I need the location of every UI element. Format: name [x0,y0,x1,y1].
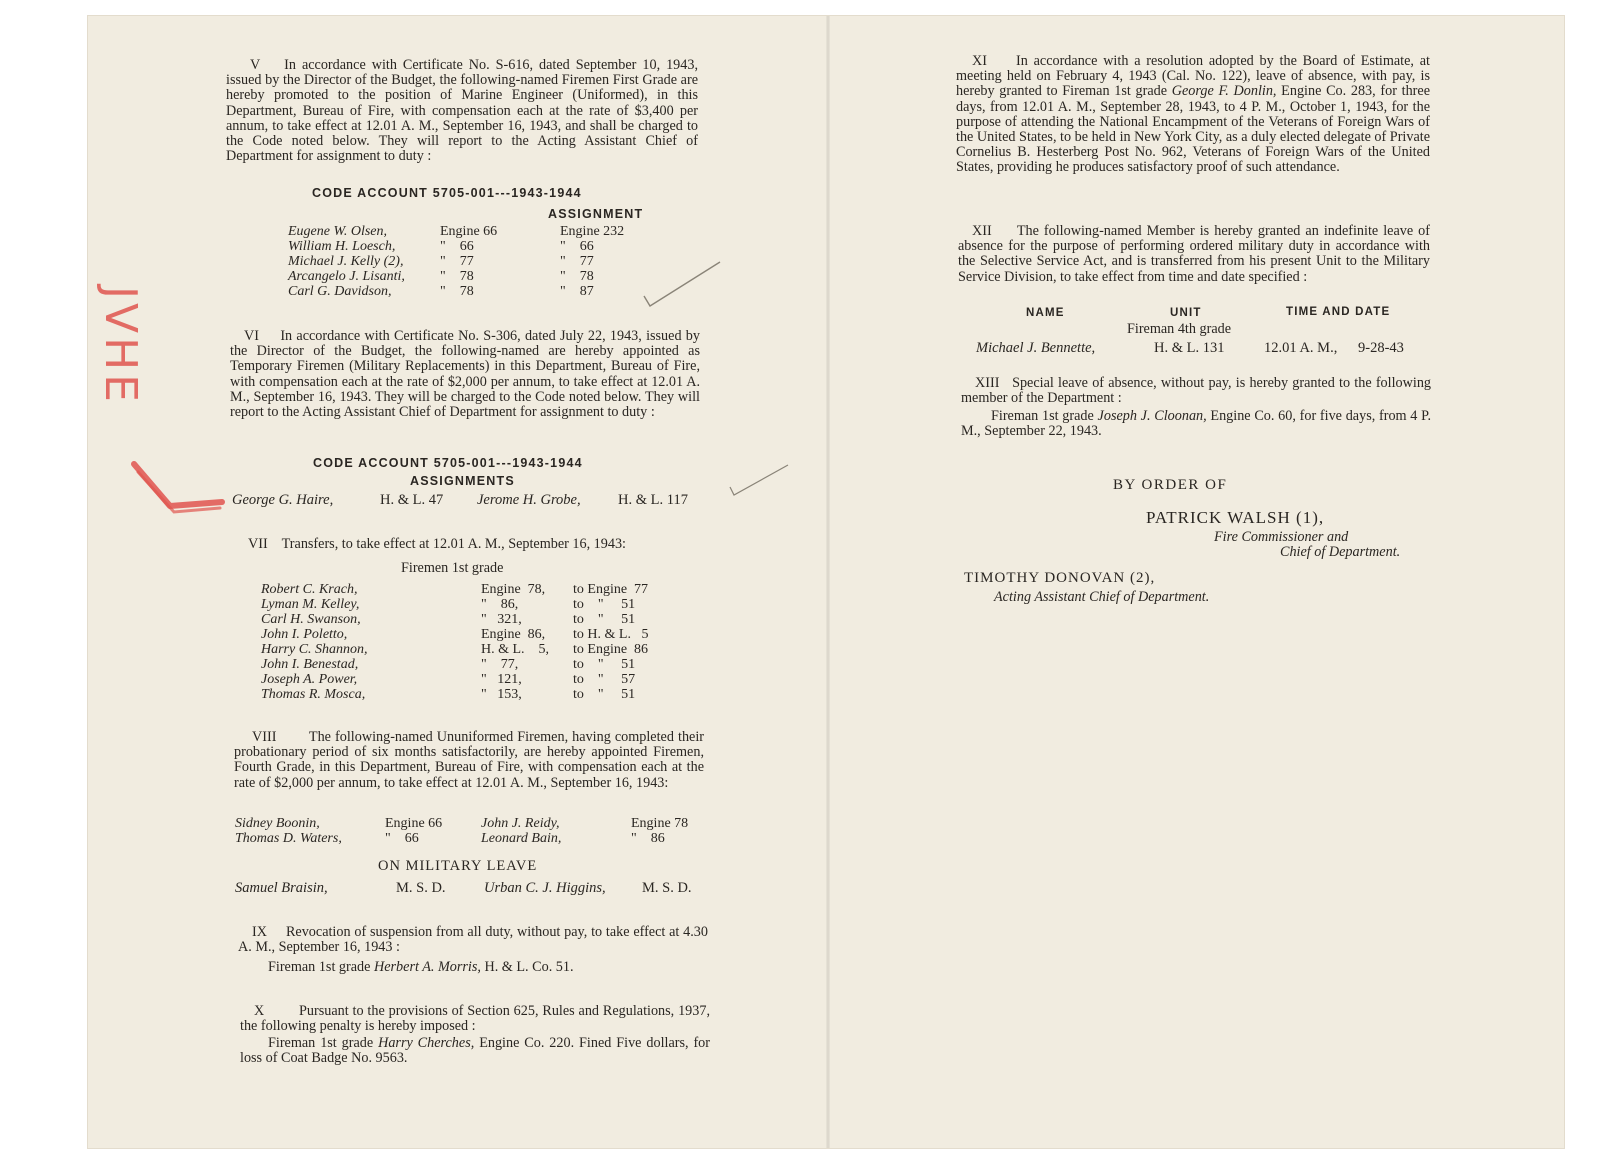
transfer-name: Harry C. Shannon, [261,642,368,657]
transfer-from: Engine 78, [481,582,546,597]
table-row [261,687,683,702]
transfer-name: John I. Poletto, [261,627,348,642]
section-vi-code-account: CODE ACCOUNT 5705-001---1943-1944 [313,456,583,470]
section-xiii-detail [961,409,1431,439]
section-vi-paragraph [230,329,700,420]
pencil-check-mark-icon [724,461,794,501]
military-leave-header: ON MILITARY LEAVE [378,858,538,874]
promoted-name: William H. Loesch, [288,239,396,254]
military-leave-name: Samuel Braisin, [235,880,328,896]
section-x-detail [240,1036,710,1066]
table-row [261,597,683,612]
military-leave-unit: M. S. D. [396,880,446,896]
from-unit: " 78 [440,284,474,299]
assignee-name: George G. Haire, [232,492,334,508]
section-v-table [288,224,650,299]
transfer-from: " 121, [481,672,522,687]
by-order-of: BY ORDER OF [1113,477,1228,493]
promoted-name: Michael J. Kelly (2), [288,254,404,269]
table-row [261,582,683,597]
transfer-from: " 153, [481,687,522,702]
column-header-unit: UNIT [1170,307,1202,319]
column-header-time-date: TIME AND DATE [1286,306,1391,318]
transfer-to: to " 51 [573,657,636,672]
section-vii-table [261,582,683,702]
assigned-unit: " 78 [560,269,594,284]
table-row [288,224,650,239]
member-time: 12.01 A. M., [1264,340,1338,356]
transfer-name: Robert C. Krach, [261,582,358,597]
appointee-name: Sidney Boonin, [235,816,320,831]
appointee-name: Leonard Bain, [481,831,562,846]
appointee-unit: Engine 66 [385,816,443,831]
section-x-detail-grade: Fireman 1st grade [268,1035,379,1051]
appointee-name: John J. Reidy, [481,816,560,831]
transfer-name: Thomas R. Mosca, [261,687,366,702]
table-row [261,672,683,687]
signer-title: Chief of Department. [1280,544,1401,560]
transfer-name: Carl H. Swanson, [261,612,361,627]
section-v-number: V [250,57,261,73]
section-xii-grade: Fireman 4th grade [1127,321,1232,337]
section-v-paragraph [226,58,698,164]
section-ix-paragraph [238,925,708,955]
section-x-detail-text: Engine Co. 220. Fined Five dollars, for loss of Coat Badge No. 9563. [240,1035,710,1067]
transfer-to: to Engine 77 [573,582,649,597]
transfer-name: Joseph A. Power, [261,672,358,687]
signer-title: Acting Assistant Chief of Department. [994,589,1210,605]
assigned-unit: " 77 [560,254,594,269]
section-ix-detail [268,959,574,976]
section-xii-number: XII [972,223,992,239]
section-xi-text-continued: Engine Co. 283, for three days, from 12.01 A. M., September 28, 1943, to 4 P. M., October 1, 1943, for the purpose of attending the National Encampment of the Veterans of Foreign Wars of the United States, to be held in New York City, as a duly elected delegate of Private Cornelius B. Hesterberg Post No. 962, Veterans of Foreign Wars of the United States, providing he produces satisfactory proof of such attendance. [956,83,1430,176]
military-leave-name: Urban C. J. Higgins, [484,880,606,896]
section-x-detail-name: Harry Cherches, [378,1035,475,1051]
section-xii-paragraph [958,224,1430,285]
signer-title: Fire Commissioner and [1214,529,1349,545]
promoted-name: Arcangelo J. Lisanti, [288,269,405,284]
table-row [288,284,650,299]
transfer-name: Lyman M. Kelley, [261,597,360,612]
transfer-from: H. & L. 5, [481,642,550,657]
assignee-name: Jerome H. Grobe, [477,492,581,508]
member-date: 9-28-43 [1358,340,1404,356]
table-row [261,642,683,657]
assigned-unit: Engine 232 [560,224,625,239]
table-row [288,254,650,269]
section-vi-assignments-header: ASSIGNMENTS [410,474,515,488]
document-sheet [88,16,1564,1148]
section-viii-text: The following-named Ununiformed Firemen, having completed their probationary period of six months satisfactorily, are hereby appointed Firemen, Fourth Grade, in this Department, Bureau of Fire, with compensation each at the rate of $2,000 per annum, to take effect at 12.01 A. M., September 16, 1943: [234,729,704,791]
signer-name: TIMOTHY DONOVAN (2), [964,570,1156,586]
promoted-name: Eugene W. Olsen, [288,224,388,239]
assigned-unit: " 66 [560,239,594,254]
section-v-text: In accordance with Certificate No. S-616, dated September 10, 1943, issued by the Director of the Budget, the following-named Firemen First Grade are hereby promoted to the position of Marine Engineer (Uniformed), in this Department, Bureau of Fire, with compensation each at the rate of $3,400 per annum, to take effect at 12.01 A. M., September 16, 1943, and shall be charged to the Code noted below. They will report to the Acting Assistant Chief of Department for assignment to duty : [226,57,699,165]
section-xi-name: George F. Donlin, [1171,83,1277,100]
table-row [261,657,683,672]
section-x-paragraph [240,1004,710,1034]
column-header-name: NAME [1026,307,1065,319]
section-ix-detail-name: Herbert A. Morris, [373,959,481,975]
member-unit: H. & L. 131 [1154,340,1225,356]
assigned-unit: " 87 [560,284,594,299]
table-row [261,612,683,627]
section-ix-text: Revocation of suspension from all duty, without pay, to take effect at 4.30 A. M., September 16, 1943 : [238,924,708,956]
assignee-unit: H. & L. 47 [380,492,444,508]
promoted-name: Carl G. Davidson, [288,284,392,299]
member-name: Michael J. Bennette, [976,340,1096,356]
section-vi-number: VI [244,328,259,344]
from-unit: " 77 [440,254,474,269]
section-vii-heading: VII Transfers, to take effect at 12.01 A. M., September 16, 1943: [248,536,627,552]
section-xiii-detail-name: Joseph J. Cloonan, [1097,408,1207,424]
transfer-to: to Engine 86 [573,642,649,657]
table-row [288,269,650,284]
transfer-to: to " 51 [573,597,636,612]
section-xi-paragraph [956,54,1430,176]
table-row [235,831,711,846]
section-viii-number: VIII [252,729,277,745]
transfer-from: Engine 86, [481,627,546,642]
transfer-from: " 321, [481,612,522,627]
section-xi-text: In accordance with a resolution adopted by the Board of Estimate, at meeting held on February 4, 1943 (Cal. No. 122), leave of absence, with pay, is hereby granted to Fireman 1st grade [956,53,1430,100]
section-ix-number: IX [252,924,267,940]
section-xiii-detail-grade: Fireman 1st grade [991,408,1098,424]
signer-name: PATRICK WALSH (1), [1146,508,1325,527]
section-xiii-detail-text: Engine Co. 60, for five days, from 4 P. M., September 22, 1943. [961,408,1431,440]
from-unit: Engine 66 [440,224,498,239]
pencil-check-mark-icon [636,256,726,316]
appointee-unit: Engine 78 [631,816,689,831]
assignee-unit: H. & L. 117 [618,492,688,508]
transfer-from: " 77, [481,657,519,672]
transfer-from: " 86, [481,597,519,612]
section-xiii-paragraph [961,376,1431,406]
section-v-code-account: CODE ACCOUNT 5705-001---1943-1944 [312,186,582,200]
section-xii-text: The following-named Member is hereby granted an indefinite leave of absence for the purpose of performing ordered military duty in accordance with the Selective Service Act, and is transferred from his present Unit to the Military Service Division, to take effect from time and date specified : [958,223,1430,285]
section-ix-detail-unit: H. & L. Co. 51. [480,959,574,975]
military-leave-unit: M. S. D. [642,880,692,896]
section-v-assignment-header: ASSIGNMENT [548,207,644,221]
appointee-unit: " 66 [385,831,419,846]
transfer-to: to " 51 [573,687,636,702]
table-row [261,627,683,642]
red-pencil-check-mark-icon [124,436,234,536]
table-row [288,239,650,254]
section-xi-number: XI [972,53,987,69]
section-ix-detail-grade: Fireman 1st grade [268,959,374,975]
transfer-to: to " 51 [573,612,636,627]
transfer-to: to " 57 [573,672,636,687]
table-row [235,816,711,831]
from-unit: " 66 [440,239,474,254]
transfer-to: to H. & L. 5 [573,627,649,642]
transfer-name: John I. Benestad, [261,657,359,672]
section-vii-grade: Firemen 1st grade [401,560,504,576]
section-xiii-text: Special leave of absence, without pay, is hereby granted to the following member of the Department : [961,375,1432,407]
section-vi-text: In accordance with Certificate No. S-306, dated July 22, 1943, issued by the Director of the Budget, the following-named are hereby appointed as Temporary Firemen (Military Replacements) in this Department, Bureau of Fire, with compensation each at the rate of $2,000 per annum, to take effect at 12.01 A. M., September 16, 1943. They will be charged to the Code noted below. They will report to the Acting Assistant Chief of Department for assignment to duty : [230,328,700,421]
section-xiii-number: XIII [975,375,1000,391]
red-pencil-margin-note: JVHE [95,286,146,406]
section-viii-table [235,816,711,846]
section-x-text: Pursuant to the provisions of Section 625, Rules and Regulations, 1937, the following penalty is hereby imposed : [240,1003,710,1035]
from-unit: " 78 [440,269,474,284]
section-x-number: X [254,1003,265,1019]
section-viii-paragraph [234,730,704,791]
appointee-unit: " 86 [631,831,665,846]
appointee-name: Thomas D. Waters, [235,831,342,846]
